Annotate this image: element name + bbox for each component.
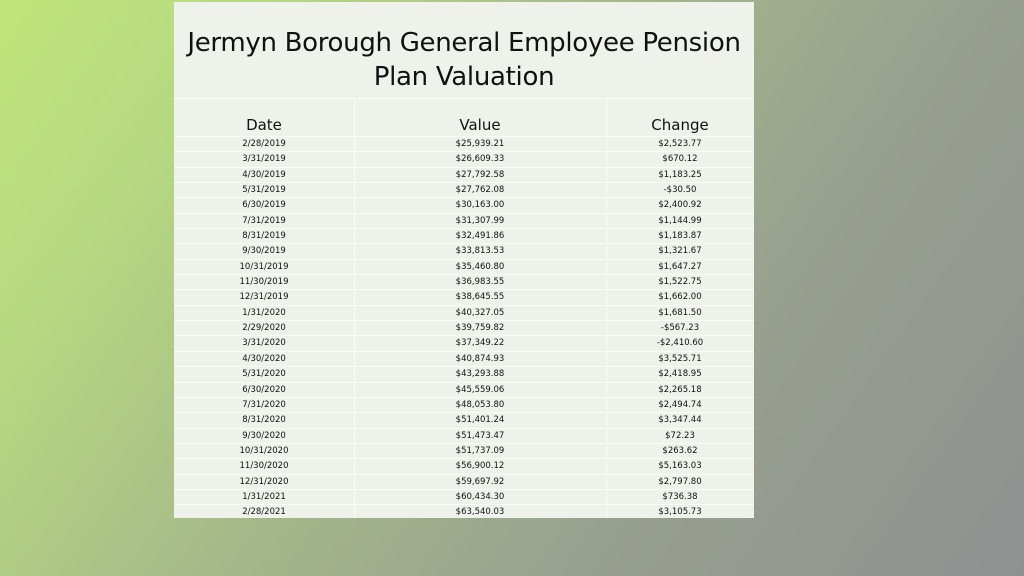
value-cell: $45,559.06 [455, 384, 505, 395]
value-cell: $60,434.30 [455, 491, 505, 502]
date-cell: 8/31/2020 [242, 415, 286, 426]
table-row [174, 366, 754, 381]
date-cell: 6/30/2019 [242, 200, 286, 211]
change-cell: $3,525.71 [658, 353, 702, 364]
value-cell: $30,163.00 [455, 200, 505, 211]
header-change: Change [651, 116, 709, 134]
change-cell: $1,183.25 [658, 169, 702, 180]
change-cell: $263.62 [662, 445, 698, 456]
value-cell: $51,473.47 [455, 430, 505, 441]
date-cell: 7/31/2020 [242, 399, 286, 410]
table-row [174, 167, 754, 182]
date-cell: 11/30/2020 [239, 461, 289, 472]
change-cell: $2,494.74 [658, 399, 702, 410]
date-cell: 5/31/2020 [242, 369, 286, 380]
value-cell: $39,759.82 [455, 323, 505, 334]
slide-card [174, 2, 754, 518]
table-row [174, 351, 754, 366]
table-row [174, 182, 754, 197]
date-cell: 10/31/2020 [239, 445, 289, 456]
table-row [174, 305, 754, 320]
change-cell: $5,163.03 [658, 461, 702, 472]
date-cell: 2/29/2020 [242, 323, 286, 334]
value-cell: $56,900.12 [455, 461, 505, 472]
change-cell: $2,418.95 [658, 369, 702, 380]
header-divider [174, 98, 754, 99]
title-line-1: Jermyn Borough General Employee Pension [187, 28, 741, 58]
date-cell: 12/31/2020 [239, 476, 289, 487]
date-cell: 4/30/2020 [242, 353, 286, 364]
table-row [174, 259, 754, 274]
table-row [174, 228, 754, 243]
change-cell: $2,523.77 [658, 139, 702, 149]
change-cell: -$30.50 [663, 185, 697, 196]
change-cell: $736.38 [662, 491, 698, 502]
change-cell: $3,347.44 [658, 415, 702, 426]
change-cell: $1,321.67 [658, 246, 702, 257]
table-row [174, 458, 754, 473]
table-row [174, 489, 754, 504]
table-row [174, 382, 754, 397]
change-cell: $1,183.87 [658, 231, 702, 242]
table-row [174, 197, 754, 212]
change-cell: $1,647.27 [658, 261, 702, 272]
table-row [174, 274, 754, 289]
value-cell: $35,460.80 [455, 261, 505, 272]
table-header [174, 116, 754, 136]
value-cell: $51,401.24 [455, 415, 505, 426]
table-row [174, 289, 754, 304]
table-row [174, 320, 754, 335]
date-cell: 2/28/2021 [242, 507, 286, 518]
value-cell: $26,609.33 [455, 154, 505, 165]
header-value: Value [459, 116, 501, 134]
table-row [174, 213, 754, 228]
change-cell: $3,105.73 [658, 507, 702, 518]
table-row [174, 428, 754, 443]
date-cell: 11/30/2019 [239, 277, 289, 288]
date-cell: 12/31/2019 [239, 292, 289, 303]
value-cell: $51,737.09 [455, 445, 505, 456]
date-cell: 2/28/2019 [242, 139, 286, 149]
date-cell: 3/31/2020 [242, 338, 286, 349]
value-cell: $31,307.99 [455, 215, 505, 226]
date-cell: 10/31/2019 [239, 261, 289, 272]
value-cell: $48,053.80 [455, 399, 505, 410]
table-row [174, 151, 754, 166]
value-cell: $33,813.53 [455, 246, 505, 257]
change-cell: $1,522.75 [658, 277, 702, 288]
table-row [174, 136, 754, 151]
date-cell: 7/31/2019 [242, 215, 286, 226]
date-cell: 5/31/2019 [242, 185, 286, 196]
date-cell: 3/31/2019 [242, 154, 286, 165]
table-row [174, 412, 754, 427]
table-row [174, 443, 754, 458]
date-cell: 4/30/2019 [242, 169, 286, 180]
value-cell: $25,939.21 [455, 139, 505, 149]
change-cell: $2,797.80 [658, 476, 702, 487]
page-title [174, 26, 754, 94]
value-cell: $63,540.03 [455, 507, 505, 518]
table-row [174, 335, 754, 350]
change-cell: $1,144.99 [658, 215, 702, 226]
value-cell: $40,874.93 [455, 353, 505, 364]
value-cell: $40,327.05 [455, 307, 505, 318]
value-cell: $37,349.22 [455, 338, 505, 349]
change-cell: -$2,410.60 [656, 338, 704, 349]
value-cell: $27,792.58 [455, 169, 505, 180]
change-cell: $670.12 [662, 154, 698, 165]
date-cell: 1/31/2020 [242, 307, 286, 318]
value-cell: $36,983.55 [455, 277, 505, 288]
value-cell: $43,293.88 [455, 369, 505, 380]
header-date: Date [246, 116, 282, 134]
value-cell: $59,697.92 [455, 476, 505, 487]
table-row [174, 504, 754, 519]
value-cell: $38,645.55 [455, 292, 505, 303]
table-row [174, 243, 754, 258]
change-cell: $1,662.00 [658, 292, 702, 303]
date-cell: 1/31/2021 [242, 491, 286, 502]
date-cell: 6/30/2020 [242, 384, 286, 395]
change-cell: -$567.23 [660, 323, 700, 334]
date-cell: 9/30/2020 [242, 430, 286, 441]
table-body [174, 136, 754, 520]
table-row [174, 474, 754, 489]
change-cell: $2,400.92 [658, 200, 702, 211]
table-row [174, 397, 754, 412]
change-cell: $1,681.50 [658, 307, 702, 318]
date-cell: 9/30/2019 [242, 246, 286, 257]
change-cell: $2,265.18 [658, 384, 702, 395]
value-cell: $32,491.86 [455, 231, 505, 242]
title-line-2: Plan Valuation [373, 62, 555, 92]
date-cell: 8/31/2019 [242, 231, 286, 242]
value-cell: $27,762.08 [455, 185, 505, 196]
change-cell: $72.23 [665, 430, 695, 441]
